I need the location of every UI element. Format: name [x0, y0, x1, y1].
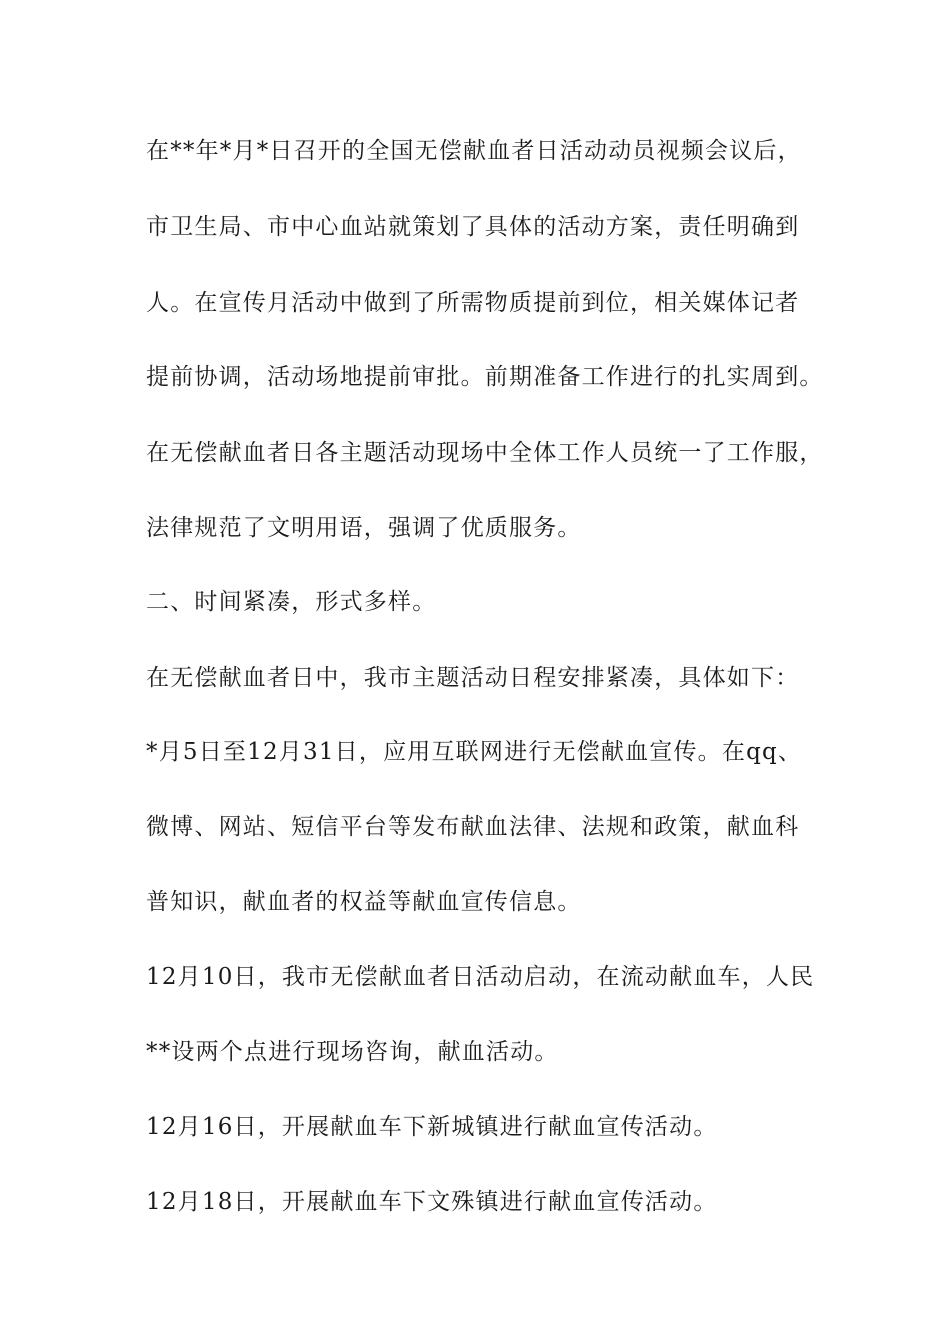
paragraph-line: 微博、网站、短信平台等发布献血法律、法规和政策，献血科 — [146, 814, 800, 840]
paragraph-line: **设两个点进行现场咨询，献血活动。 — [146, 1039, 559, 1065]
paragraph-line: 市卫生局、市中心血站就策划了具体的活动方案，责任明确到 — [146, 214, 800, 240]
paragraph-line: 普知识，献血者的权益等献血宣传信息。 — [146, 889, 582, 915]
paragraph-line: 法律规范了文明用语，强调了优质服务。 — [146, 515, 582, 541]
paragraph-line: 在无偿献血者日中，我市主题活动日程安排紧凑，具体如下： — [146, 665, 800, 691]
paragraph-line: 在**年*月*日召开的全国无偿献血者日活动动员视频会议后， — [146, 138, 802, 164]
section-heading: 二、时间紧凑，形式多样。 — [146, 589, 437, 615]
paragraph-line: 提前协调，活动场地提前审批。前期准备工作进行的扎实周到。 — [146, 364, 824, 390]
paragraph-line: 人。在宣传月活动中做到了所需物质提前到位，相关媒体记者 — [146, 290, 800, 316]
paragraph-line: 在无偿献血者日各主题活动现场中全体工作人员统一了工作服， — [146, 440, 824, 466]
paragraph-line: 12月10日，我市无偿献血者日活动启动，在流动献血车，人民 — [146, 964, 815, 990]
paragraph-line: *月5日至12月31日，应用互联网进行无偿献血宣传。在qq、 — [146, 739, 803, 765]
paragraph-line: 12月16日，开展献血车下新城镇进行献血宣传活动。 — [146, 1114, 718, 1140]
paragraph-line: 12月18日，开展献血车下文殊镇进行献血宣传活动。 — [146, 1189, 718, 1215]
